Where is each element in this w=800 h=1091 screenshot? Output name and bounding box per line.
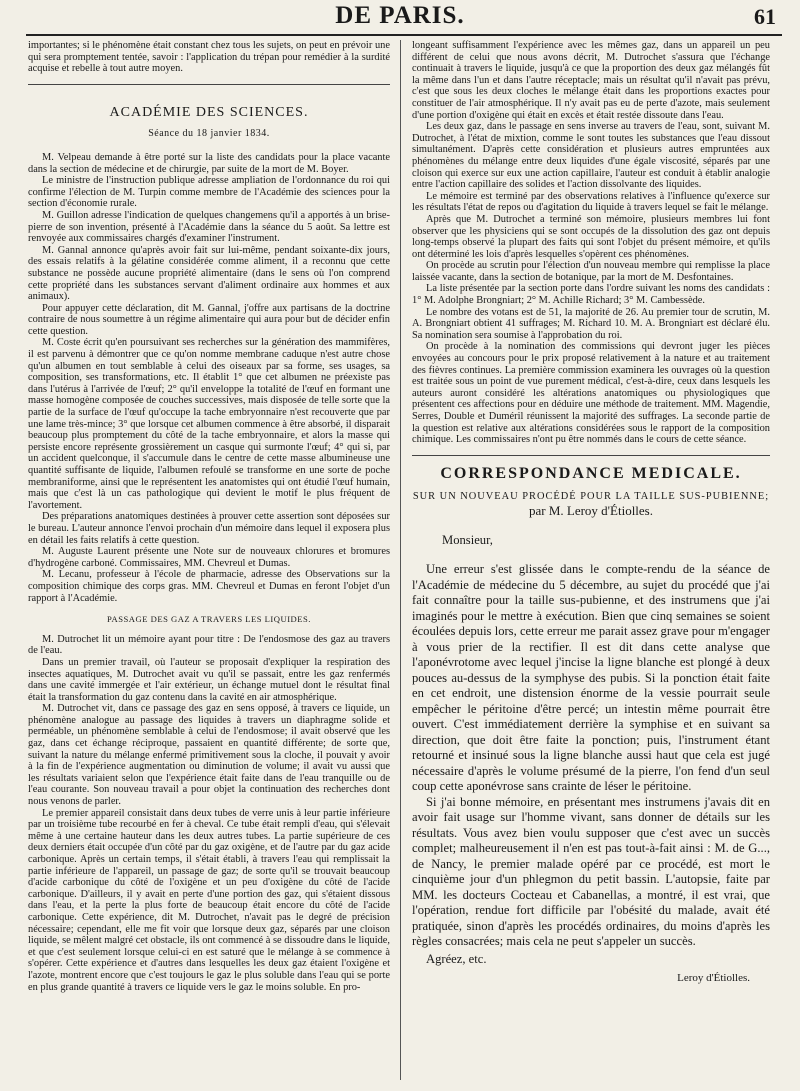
paragraph: M. Dutrochet lit un mémoire ayant pour titre : De l'endosmose des gaz au travers de l'eau. [28, 633, 390, 657]
closing: Agréez, etc. [426, 951, 487, 966]
paragraph: M. Velpeau demande à être porté sur la liste des candidats pour la place vacante dans la section de médecine et de chirurgie, par suite de la mort de M. Boyer. [28, 151, 390, 175]
paragraph: Le premier appareil consistait dans deux tubes de verre unis à leur partie inférieure par un troisième tube recourbé en fer à cheval. Ce tube était rempli d'eau, qui s'élevait même à une certaine hauteur dans les deux autres tubes. La partie supérieure de ces deux derniers était occupée d'un côté par du gaz oxigène, et de l'autre par du gaz acide carbonique. Après un certain temps, il s'était établi, à travers l'eau qui remplissait la partie inférieure de l'appareil, un passage de gaz; de sorte qu'il se trouvait beaucoup d'acide carbonique du côté de l'oxigène et un peu d'oxigène du côté de l'acide carbonique. D'ailleurs, il y avait en perte d'une portion des gaz, qui s'étaient dissous dans l'eau, et la perte la plus forte de beaucoup était encore du côté de l'acide carbonique. Cette expérience, dit M. Dutrochet, n'avait pas le degré de précision nécessaire; cependant, elle me fit voir que lorsque deux gaz, séparés par une cloison liquide, se mêlent malgré cet obstacle, ils ont commencé à se dissoudre dans le liquide, et que c'est seulement lorsque celui-ci en est saturé que le mélange à se commence à s'opérer. Cette expérience et d'autres dans lesquelles les deux gaz étaient l'oxigène et l'azote, montrent encore que c'est toujours le gaz le plus soluble dans l'eau qui se porte en plus grande quantité à travers ce liquide vers le gaz le moins soluble. En pro- [28, 807, 390, 993]
paragraph: On procède au scrutin pour l'élection d'un nouveau membre qui remplisse la place laissée vacante, dans la section de botanique, par la mort de M. Desfontaines. [412, 260, 770, 283]
section-title: ACADÉMIE DES SCIENCES. [109, 104, 309, 120]
paragraph: On procède à la nomination des commissions qui devront juger les pièces envoyées au concours pour le prix proposé relativement à la nature et au traitement des fièvres continues. La première commission examinera les ouvrages où la question est traitée sous un point de vue purement médical, c'est-à-dire, ceux dans lesquels les auteurs auront considéré les altérations anatomiques ou physiologiques que présentent ces affections pour en déduire une méthode de traitement. MM. Magendie, Serres, Double et Duméril réunissent la majorité des suffrages. La seconde partie de la question est relative aux altérations considérées sous le rapport de la composition chimique. Les commissaires n'ont pu être nommés dans le cours de cette séance. [412, 341, 770, 446]
paragraph: Le mémoire est terminé par des observations relatives à l'influence qu'exerce sur les résultats l'état de repos ou d'agitation du liquide à travers lequel se fait le mélange. [412, 190, 770, 214]
running-title: DE PARIS. [335, 2, 465, 29]
paragraph: M. Lecanu, professeur à l'école de pharmacie, adresse des Observations sur la composition chimique des corps gras. MM. Chevreul et Dumas en feront l'objet d'un rapport à l'Académie. [28, 569, 390, 604]
section-separator [28, 84, 390, 85]
column-divider [400, 40, 401, 1080]
correspondence-author: par M. Leroy d'Étiolles. [528, 502, 653, 518]
subsection-heading: PASSAGE DES GAZ A TRAVERS LES LIQUIDES. [107, 614, 311, 625]
paragraph: Pour appuyer cette déclaration, dit M. Gannal, j'offre aux partisans de la doctrine contraire de nous soumettre à un régime alimentaire qui aura pour but de décider enfin cette question. [28, 302, 390, 337]
signature: Leroy d'Étiolles. [677, 972, 750, 985]
session-date: Séance du 18 janvier 1834. [148, 128, 270, 140]
paragraph: M. Auguste Laurent présente une Note sur de nouveaux chlorures et bromures d'hydrogène carboné. Commissaires, MM. Chevreul et Dumas. [28, 546, 390, 569]
page-number: 61 [754, 4, 776, 29]
paragraph: M. Gannal annonce qu'après avoir fait sur lui-même, pendant soixante-dix jours, des essais relatifs à la gélatine considérée comme aliment, il a reconnu que cette substance ne possède aucune propriété alimentaire (dans le sens où l'on comprend cette propriété dans les substances servant d'aliment ordinaire aux hommes et aux animaux). [28, 244, 390, 303]
letter-paragraph: Si j'ai bonne mémoire, en présentant mes instrumens j'avais dit en avoir fait usage sur l'homme vivant, sans donner de détails sur les résultats. Vous avez bien voulu supposer que c'est avec un succès complet; malheureusement il n'en est pas tout-à-fait ainsi : M. de G..., de Nancy, le premier malade opéré par ce procédé, est mort le cinquième jour d'un phlegmon du petit bassin. L'autopsie, faite par MM. les docteurs Cocteau et Cabanellas, a montré, il est vrai, que l'opération, rendue fort difficile par l'obésité du malade, avait été pratiquée, sinon d'après les procédés ordinaires, du moins d'après les règles consacrées; mais cela ne peut s'appeler un succès. [412, 794, 770, 949]
paragraph: M. Dutrochet vit, dans ce passage des gaz en sens opposé, à travers ce liquide, un phénomène analogue au passage des liquides à travers un diaphragme solide et perméable, un phénomène semblable à celui de l'endosmose; il avait observé que les gaz, dans cet échange réciproque, passaient en quantité différente; de sorte que, suivant la nature du mélange enfermé primitivement sous la cloche, il pouvait y avoir à la fin de l'expérience augmentation ou diminution de volume; il avait vu aussi que les résultats variaient selon que l'expérience était faite dans de l'eau tranquille ou de l'eau courante. Son nouveau travail a pour objet la continuation des recherches dont nous venons de parler. [28, 703, 390, 808]
paragraph: Des préparations anatomiques destinées à prouver cette assertion sont déposées sur le bureau. L'auteur annonce l'envoi prochain d'un mémoire dans lequel il exposera plus en détail les faits relatifs à cette question. [28, 511, 390, 546]
page-header [0, 0, 800, 30]
paragraph: M. Guillon adresse l'indication de quelques changemens qu'il a apportés à un brise-pierre de son invention, présenté à l'Académie dans la séance du 5 août. Sa lettre est renvoyée aux commissaires chargés d'examiner l'instrument. [28, 209, 390, 245]
right-column [412, 40, 770, 985]
correspondence-title: CORRESPONDANCE MEDICALE. [440, 464, 742, 482]
intro-paragraph: importantes; si le phénomène était constant chez tous les sujets, on peut en prévoir une qui sera promptement tentée, savoir : l'application du trépan pour remédier à la surdité acquise et rebelle à tout autre moyen. [28, 40, 390, 75]
section-separator [412, 455, 770, 456]
paragraph: longeant suffisamment l'expérience avec les mêmes gaz, dans un appareil un peu différent de celui que nous avons décrit, M. Dutrochet s'assura que l'échange continuait à travers le liquide, jusqu'à ce que la proportion des deux gaz mélangés fût la même dans l'un et dans l'autre réceptacle; mais un résultat qu'il n'avait pas prévu, c'est que sous les deux cloches le mélange était dans les proportions exactes pour constituer de l'air atmosphérique. Il n'y avait pas eu de perte d'azote, mais seulement d'une portion d'oxigène qui était en excès et était restée dissoute dans l'eau. [412, 40, 770, 121]
paragraph: M. Coste écrit qu'en poursuivant ses recherches sur la génération des mammifères, il est parvenu à démontrer que ce qu'on nomme membrane caduque n'est autre chose qu'un albumen en tout semblable à celui des oiseaux par sa forme, ses usages, sa composition, ses transformations, etc. Il établit 1° que cet albumen ne préexiste pas dans l'utérus à l'arrivée de l'œuf; 2° qu'il enveloppe la totalité de l'œuf en formant une masse homogène composée de couches successives, mais disposée de telle sorte que la partie de la surface de l'œuf qu'occupe la tache embryonnaire n'est recouverte que par une lame très-mince; 3° que lorsque cet albumen commence à être absorbé, il disparait beaucoup plus promptement du côté de la tache embryonnaire, et alors la masse qui persiste encore représente grossièrement un casque qui surmonte l'œuf; 4° qui si, par un accident quelconque, il s'accumule dans le centre de cette masse albumineuse une quantité suffisante de liquide, l'albumen refoulé se transforme en une sorte de poche membraniforme, ainsi que le représentent les anatomistes qui ont étudié l'œuf humain, mais que c'est là un cas pathologique qui devient le motif le plus fréquent de l'avortement. [28, 337, 390, 511]
correspondence-subject: SUR UN NOUVEAU PROCÉDÉ POUR LA TAILLE SUS-PUBIENNE; [412, 491, 770, 503]
paragraph: Les deux gaz, dans le passage en sens inverse au travers de l'eau, sont, suivant M. Dutrochet, à l'état de mixtion, comme le sont toutes les substances que l'eau dissout simultanément. D'après cette considération et plusieurs autres empruntées aux phénomènes du mélange entre deux liquides d'une égale viscosité, séparés par une cloison qui exerce sur eux une action capillaire, l'auteur est conduit à établir analogie entre l'action capillaire des solides et l'action dissolvante des liquides. [412, 121, 770, 191]
letter-paragraph: Une erreur s'est glissée dans le compte-rendu de la séance de l'Académie de médecine du 5 décembre, au sujet du procédé que j'ai fait connaître pour la taille sus-pubienne, et des instrumens que j'ai imaginés pour le mettre à exécution. Bien que cinq semaines se soient écoulées depuis lors, cette erreur me parait assez grave pour m'engager à vous prier de la rectifier. Il est dit dans cette analyse que l'aponévrotome avec lequel j'incise la ligne blanche est plongé à deux pouces au-dessus de la symphyse des pubis. Si la ponction était faite en cet endroit, une distension énorme de la vessie pourrait seule empêcher le péritoine d'être percé; un intestin même pourrait être ouvert. C'est immédiatement derrière la symphise et en suivant sa direction, que doit être faite la ponction; puis, l'instrument étant retourné et insinué sous la ligne blanche aussi haut que cela est jugé nécessaire d'après le volume présumé de la pierre, l'on fend d'un seul coup cette aponévrose sans crainte de léser le péritoine. [412, 562, 770, 794]
header-rule [26, 34, 782, 36]
paragraph: Après que M. Dutrochet a terminé son mémoire, plusieurs membres lui font observer que les physiciens qui se sont occupés de la dissolution des gaz ont depuis long-temps observé la plupart des faits qui sont l'objet du présent mémoire, et qu'ils ont déterminé les lois d'après lesquelles s'opèrent ces phénomènes. [412, 213, 770, 260]
paragraph: Le ministre de l'instruction publique adresse ampliation de l'ordonnance du roi qui confirme l'élection de M. Turpin comme membre de l'Académie des sciences pour la section d'économie rurale. [28, 175, 390, 210]
paragraph: La liste présentée par la section porte dans l'ordre suivant les noms des candidats : 1° M. Adolphe Brongniart; 2° M. Achille Richard; 3° M. Cambessède. [412, 283, 770, 307]
paragraph: Le nombre des votans est de 51, la majorité de 26. Au premier tour de scrutin, M. A. Brongniart obtient 41 suffrages; M. Richard 10. M. A. Brongniart est déclaré élu. Sa nomination sera soumise à l'approbation du roi. [412, 306, 770, 341]
left-column [28, 40, 390, 993]
paragraph: Dans un premier travail, où l'auteur se proposait d'expliquer la respiration des insectes aquatiques, M. Dutrochet avait vu qu'il se passait, entre les gaz renfermés dans une cavité immergée et l'air extérieur, un échange mutuel dont le résultat final était la transformation du gaz contenu dans la cavité en air atmosphérique. [28, 656, 390, 703]
salutation: Monsieur, [442, 532, 493, 547]
